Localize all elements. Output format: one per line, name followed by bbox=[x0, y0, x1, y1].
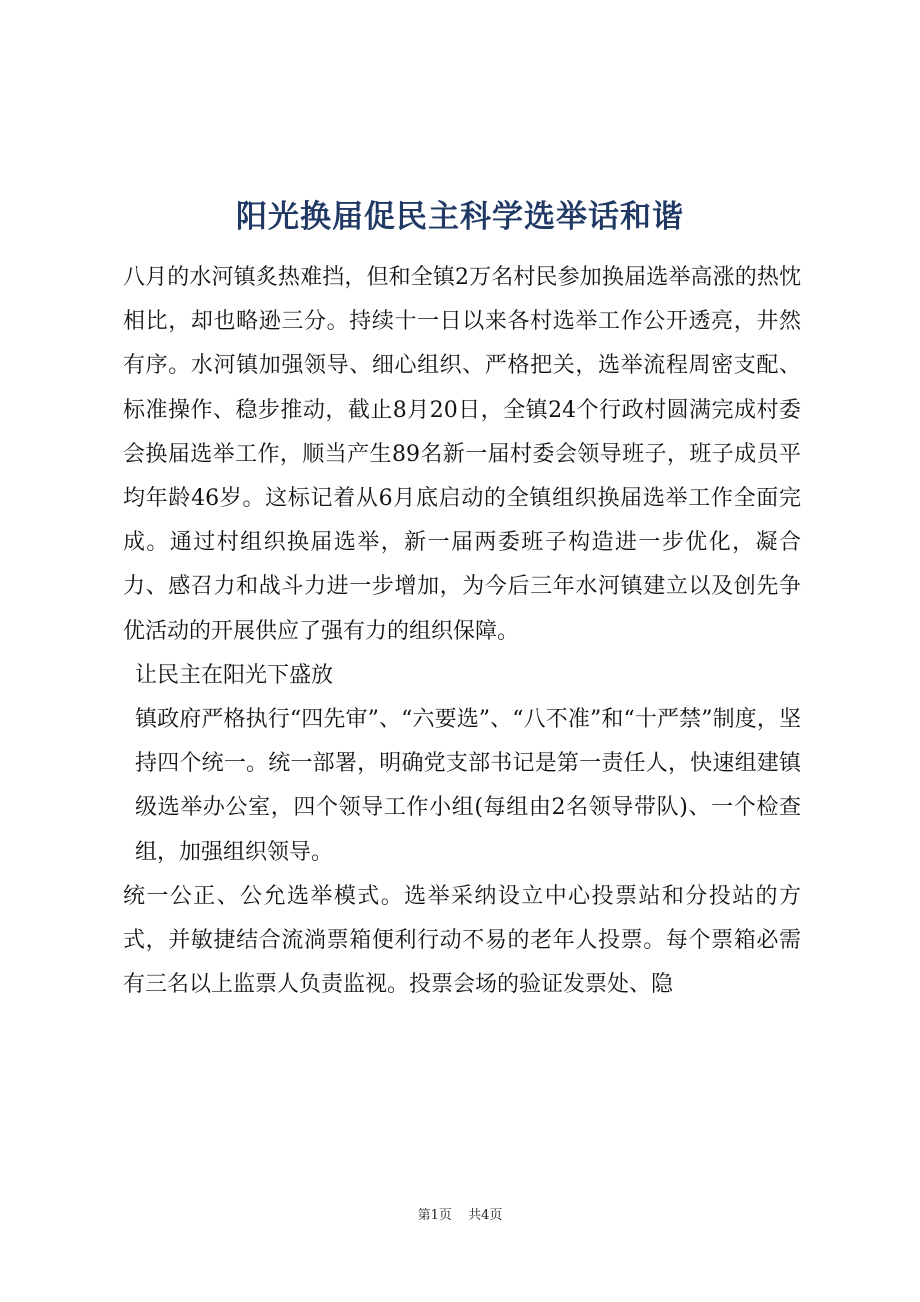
page-number: 第1页 bbox=[417, 1208, 452, 1223]
document-body bbox=[123, 256, 801, 1007]
paragraph-intro: 八月的水河镇炙热难挡，但和全镇2万名村民参加换届选举高涨的热忱相比，却也略逊三分。持续十一日以来各村选举工作公开透亮，井然有序。水河镇加强领导、细心组织、严格把关，选举流程周密支配、标准操作、稳步推动，截止8月20日，全镇24个行政村圆满完成村委会换届选举工作，顺当产生89名新一届村委会领导班子，班子成员平均年龄46岁。这标记着从6月底启动的全镇组织换届选举工作全面完成。通过村组织换届选举，新一届两委班子构造进一步优化，凝合力、感召力和战斗力进一步增加，为今后三年水河镇建立以及创先争优活动的开展供应了强有力的组织保障。 bbox=[123, 265, 801, 644]
page-footer bbox=[0, 1206, 920, 1226]
section-heading: 让民主在阳光下盛放 bbox=[135, 662, 334, 688]
paragraph-policy: 镇政府严格执行“四先审”、“六要选”、“八不准”和“十严禁”制度，坚持四个统一。统一部署，明确党支部书记是第一责任人，快速组建镇级选举办公室，四个领导工作小组(每组由2名领导带队)、一个检查组，加强组织领导。 bbox=[135, 707, 801, 865]
document-title: 阳光换届促民主科学选举话和谐 bbox=[236, 199, 684, 235]
paragraph-voting: 统一公正、公允选举模式。选举采纳设立中心投票站和分投站的方式，并敏捷结合流淌票箱便利行动不易的老年人投票。每个票箱必需有三名以上监票人负责监视。投票会场的验证发票处、隐 bbox=[123, 883, 801, 998]
page-total: 共4页 bbox=[468, 1208, 503, 1223]
